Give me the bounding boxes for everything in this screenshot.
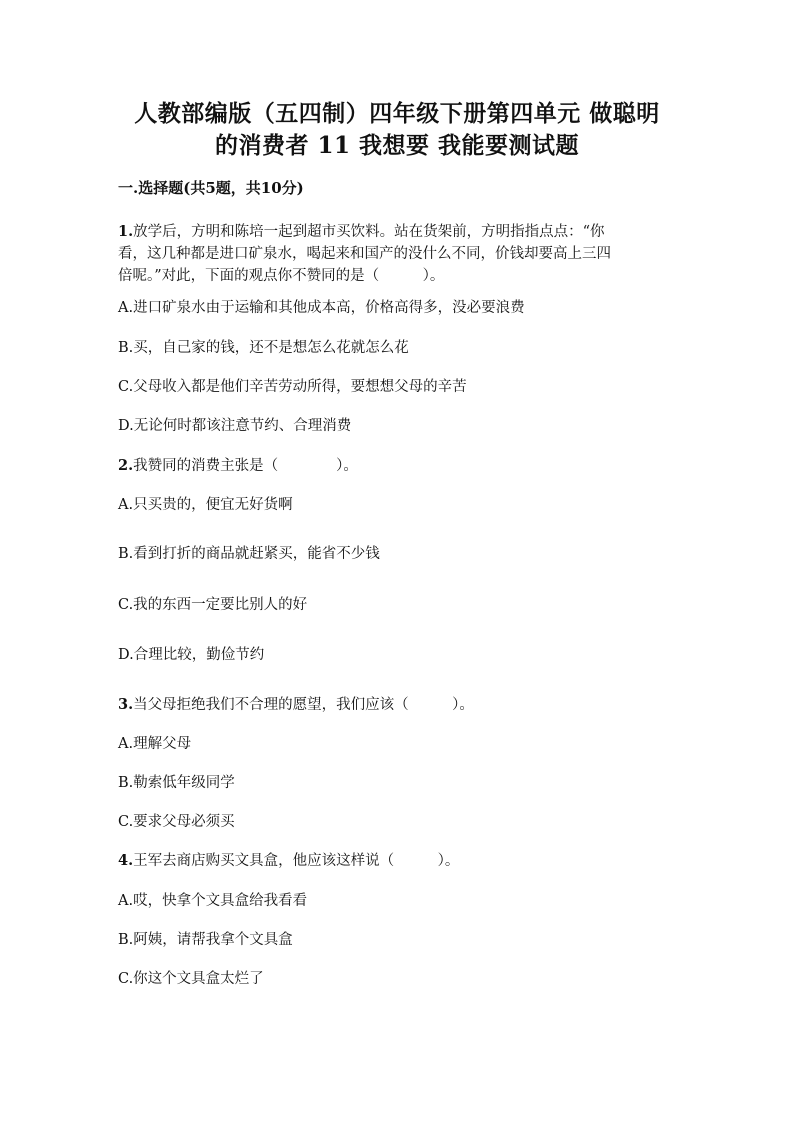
question-1-stem-line-1 bbox=[118, 221, 605, 243]
page-title-line-2: 的消费者 11 我想要 我能要测试题 bbox=[214, 132, 580, 159]
question-1-stem-line-3: 倍呢。”对此，下面的观点你不赞同的是（ ）。 bbox=[118, 268, 445, 284]
question-2-number: 2. bbox=[118, 457, 134, 474]
question-1-option-d: D.无论何时都该注意节约、合理消费 bbox=[118, 418, 352, 434]
question-2-stem bbox=[118, 455, 358, 477]
question-1-option-a: A.进口矿泉水由于运输和其他成本高，价格高得多，没必要浪费 bbox=[118, 300, 525, 316]
question-4-number: 4. bbox=[118, 852, 134, 869]
question-2-option-d: D.合理比较，勤俭节约 bbox=[118, 647, 265, 663]
question-3-option-a: A.理解父母 bbox=[118, 736, 192, 752]
question-1-number: 1. bbox=[118, 223, 134, 240]
question-3-stem-text: 当父母拒绝我们不合理的愿望，我们应该（ ）。 bbox=[133, 697, 474, 713]
page-title-line-1: 人教部编版（五四制）四年级下册第四单元 做聪明 bbox=[134, 100, 660, 127]
question-3-stem bbox=[118, 694, 474, 716]
question-3-number: 3. bbox=[118, 696, 134, 713]
question-3-option-c: C.要求父母必须买 bbox=[118, 814, 235, 830]
question-2-stem-text: 我赞同的消费主张是（ ）。 bbox=[133, 458, 358, 474]
question-3-option-b: B.勒索低年级同学 bbox=[118, 775, 235, 791]
question-4-stem-text: 王军去商店购买文具盒，他应该这样说（ ）。 bbox=[133, 853, 460, 869]
question-4-option-c: C.你这个文具盒太烂了 bbox=[118, 971, 264, 987]
section-heading: 一.选择题(共5题，共10分) bbox=[118, 179, 304, 197]
question-4-option-a: A.哎，快拿个文具盒给我看看 bbox=[118, 893, 308, 909]
question-1-option-b: B.买，自己家的钱，还不是想怎么花就怎么花 bbox=[118, 340, 409, 356]
question-2-option-c: C.我的东西一定要比别人的好 bbox=[118, 597, 308, 613]
question-4-stem bbox=[118, 850, 459, 872]
question-1-stem-text-1: 放学后，方明和陈培一起到超市买饮料。站在货架前，方明指指点点：“你 bbox=[133, 224, 605, 240]
question-2-option-a: A.只买贵的，便宜无好货啊 bbox=[118, 497, 293, 513]
question-1-option-c: C.父母收入都是他们辛苦劳动所得，要想想父母的辛苦 bbox=[118, 379, 467, 395]
question-4-option-b: B.阿姨，请帮我拿个文具盒 bbox=[118, 932, 293, 948]
question-1-stem-line-2: 看，这几种都是进口矿泉水，喝起来和国产的没什么不同，价钱却要高上三四 bbox=[118, 246, 611, 262]
question-2-option-b: B.看到打折的商品就赶紧买，能省不少钱 bbox=[118, 546, 380, 562]
